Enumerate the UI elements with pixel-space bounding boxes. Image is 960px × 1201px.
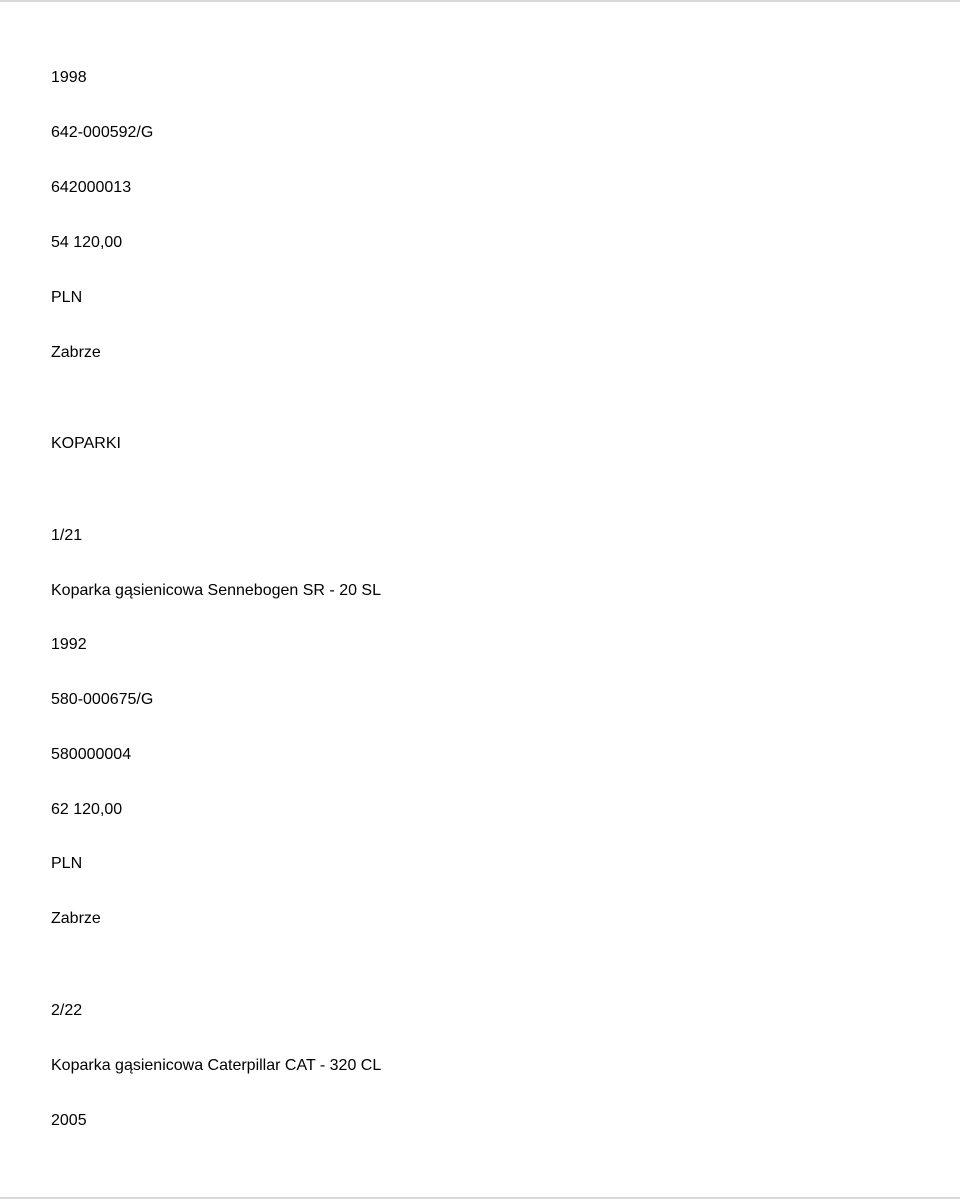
year-line: 1992: [51, 636, 87, 653]
item-name: Koparka gąsienicowa Sennebogen SR - 20 SL: [51, 582, 381, 599]
inventory-number: 580-000675/G: [51, 691, 154, 708]
year-line: 1998: [51, 69, 87, 86]
item-number: 1/21: [51, 527, 83, 544]
price-value: 54 120,00: [51, 234, 123, 251]
currency: PLN: [51, 855, 83, 872]
price-value: 62 120,00: [51, 801, 123, 818]
location: Zabrze: [51, 344, 101, 361]
item-number: 2/22: [51, 1002, 83, 1019]
inventory-number: 642-000592/G: [51, 124, 154, 141]
top-divider: [0, 0, 960, 2]
asset-code: 642000013: [51, 179, 132, 196]
currency: PLN: [51, 289, 83, 306]
item-name: Koparka gąsienicowa Caterpillar CAT - 320 CL: [51, 1057, 382, 1074]
section-heading: KOPARKI: [51, 435, 121, 452]
asset-code: 580000004: [51, 746, 132, 763]
bottom-divider: [0, 1197, 960, 1199]
location: Zabrze: [51, 910, 101, 927]
year-line: 2005: [51, 1112, 87, 1129]
